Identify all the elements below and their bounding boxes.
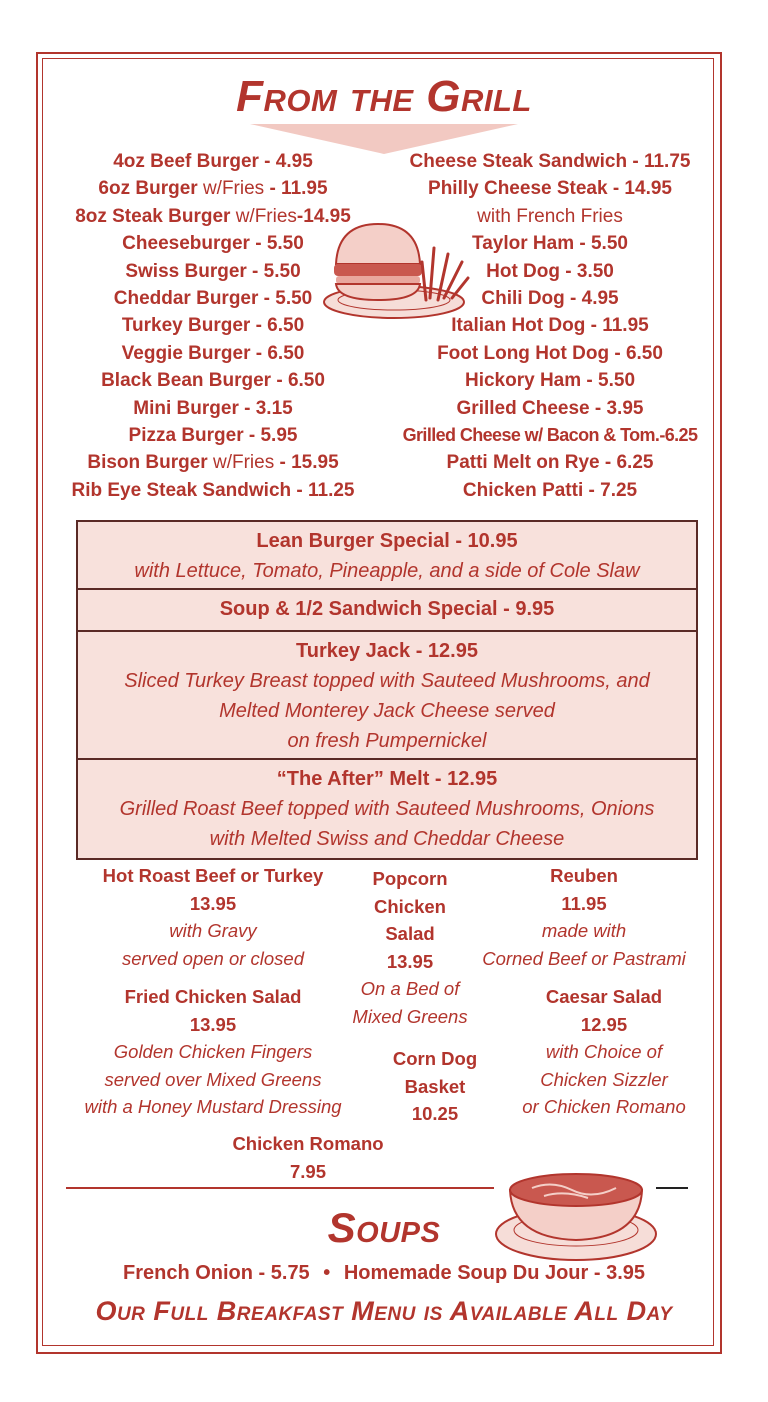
item-popcorn-chicken-salad [340,865,480,1030]
menu-item [390,477,710,504]
burger-illustration [322,218,472,322]
soups-divider-left [66,1187,494,1189]
special-title: Lean Burger Special - 10.95 [256,530,518,552]
item-caesar-salad [486,983,722,1121]
menu-item-name: Bison Burger [87,452,208,474]
menu-item-name: Grilled Cheese - 3.95 [456,397,644,419]
item-desc: or Chicken Romano [522,1096,686,1117]
menu-item-name: Black Bean Burger - 6.50 [101,370,325,392]
breakfast-notice: Our Full Breakfast Menu is Available All Day [95,1296,673,1326]
menu-item [48,422,378,449]
menu-item-name: Grilled Cheese w/ Bacon & Tom.-6.25 [402,425,698,446]
menu-item [390,148,710,175]
menu-item [390,367,710,394]
special-soup-sandwich [78,590,696,632]
item-hot-roast-beef [60,862,366,972]
item-desc: Chicken Sizzler [540,1068,668,1090]
menu-item [390,422,710,449]
menu-item-price: - 15.95 [274,452,339,474]
menu-item [48,148,378,175]
special-turkey-jack [78,632,696,760]
item-price: 13.95 [189,892,237,914]
menu-item [390,175,710,202]
specials-box [76,520,698,860]
menu-item-light: w/Fries [230,205,297,227]
menu-item [48,367,378,394]
item-title: Hot Roast Beef or Turkey [102,865,324,886]
menu-item-name: 4oz Beef Burger - 4.95 [113,151,313,172]
menu-item [48,449,378,476]
menu-item-name: Taylor Ham - 5.50 [472,233,628,255]
menu-item-name: Hot Dog - 3.50 [486,260,614,282]
item-desc: with Gravy [169,920,257,941]
menu-item-name: Chili Dog - 4.95 [481,288,619,310]
item-desc: Golden Chicken Fingers [113,1041,313,1062]
item-chicken-romano [160,1130,456,1185]
item-title: Basket [404,1075,466,1097]
special-desc: Melted Monterey Jack Cheese served [219,700,555,722]
soup-french-onion: French Onion - 5.75 [122,1262,310,1284]
menu-item [390,395,710,422]
item-title: Salad [385,923,435,944]
special-title: Turkey Jack - 12.95 [296,640,478,662]
menu-item-name: Cheddar Burger - 5.50 [113,288,313,310]
menu-item-name: Chicken Patti - 7.25 [462,479,638,501]
item-price: 7.95 [289,1160,326,1182]
item-title: Corn Dog [392,1048,478,1069]
special-desc: Grilled Roast Beef topped with Sauteed Mushrooms, Onions [119,798,655,820]
item-desc: Mixed Greens [352,1005,468,1027]
menu-item-name: Hickory Ham - 5.50 [464,370,636,392]
item-desc: Corned Beef or Pastrami [482,947,686,969]
menu-item-name: Turkey Burger - 6.50 [121,315,305,337]
menu-item [390,340,710,367]
menu-item-price: - 11.95 [264,178,328,200]
soups-section-title: Soups [327,1204,441,1251]
special-after-melt [78,760,696,858]
special-lean-burger [78,522,696,590]
item-title: Caesar Salad [545,986,663,1007]
menu-item-light: with French Fries [477,205,623,227]
menu-item-name: Swiss Burger - 5.50 [125,260,301,282]
item-title: Reuben [550,865,618,886]
menu-item [48,477,378,504]
special-title: “The After” Melt - 12.95 [276,768,498,790]
menu-item-name: Rib Eye Steak Sandwich - 11.25 [71,479,355,501]
menu-item-name: Foot Long Hot Dog - 6.50 [437,342,663,364]
menu-item-name: Italian Hot Dog - 11.95 [451,315,649,337]
item-title: Chicken Romano [232,1133,384,1154]
menu-item-price: -14.95 [296,205,351,227]
menu-item-name: Patti Melt on Rye - 6.25 [446,452,654,474]
menu-item [48,340,378,367]
menu-item [48,175,378,202]
grill-section-title: From the Grill [236,72,532,121]
menu-item-name: Veggie Burger - 6.50 [121,342,305,364]
special-desc: with Lettuce, Tomato, Pineapple, and a side of Cole Slaw [134,560,640,582]
item-fried-chicken-salad [60,983,366,1121]
menu-item-name: 8oz Steak Burger [75,205,231,227]
item-reuben [466,862,702,972]
grill-left-column [48,148,378,504]
menu-item-light: w/Fries [207,452,275,474]
special-desc: on fresh Pumpernickel [287,730,487,752]
item-desc: made with [541,920,627,941]
item-price: 11.95 [561,892,607,914]
menu-item-light: w/Fries [197,178,265,200]
grill-right-column [390,148,710,504]
soup-du-jour: Homemade Soup Du Jour - 3.95 [343,1262,645,1284]
item-title: Popcorn [372,868,448,889]
menu-item [390,449,710,476]
item-title: Fried Chicken Salad [124,986,302,1007]
special-desc: Sliced Turkey Breast topped with Sauteed Mushrooms, and [124,670,650,692]
menu-item-name: 6oz Burger [98,178,198,200]
special-desc: with Melted Swiss and Cheddar Cheese [209,828,565,850]
soups-divider-right [656,1187,688,1189]
soup-separator: • [323,1262,331,1284]
menu-item [48,395,378,422]
item-price: 13.95 [386,950,434,972]
item-title: Chicken [374,895,446,917]
menu-item-name: Cheese Steak Sandwich - 11.75 [409,151,691,172]
item-price: 12.95 [580,1013,628,1035]
item-desc: served over Mixed Greens [104,1068,322,1090]
item-price: 10.25 [411,1103,459,1124]
menu-item-name: Cheeseburger - 5.50 [122,233,304,255]
menu-item-name: Philly Cheese Steak - 14.95 [428,178,672,200]
menu-item-name: Pizza Burger - 5.95 [128,425,298,447]
item-desc: On a Bed of [360,978,460,999]
item-desc: with Choice of [545,1041,663,1062]
menu-item-name: Mini Burger - 3.15 [133,397,293,419]
item-desc: with a Honey Mustard Dressing [84,1096,342,1117]
special-title: Soup & 1/2 Sandwich Special - 9.95 [219,598,555,620]
soups-list [0,1262,768,1285]
item-price: 13.95 [189,1013,237,1035]
item-desc: served open or closed [121,947,305,969]
